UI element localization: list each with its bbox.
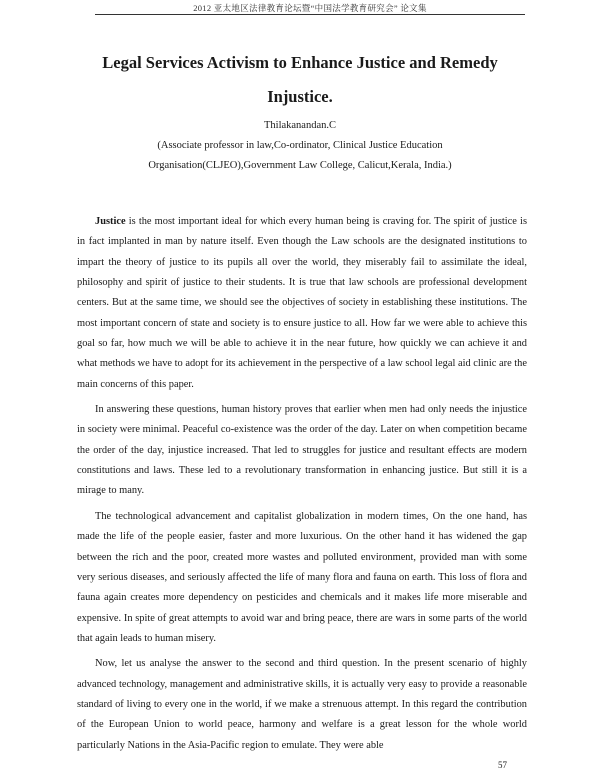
paragraph-1-lead-word: Justice <box>95 216 126 227</box>
paper-title <box>60 46 540 114</box>
page-number: 57 <box>498 760 507 770</box>
author-affiliation <box>60 136 540 176</box>
title-line-2: Injustice. <box>267 87 333 106</box>
affiliation-line-1: (Associate professor in law,Co-ordinator, Clinical Justice Education <box>157 140 443 151</box>
title-line-1: Legal Services Activism to Enhance Justice and Remedy <box>102 53 498 72</box>
header-rule <box>95 14 525 15</box>
affiliation-line-2: Organisation(CLJEO),Government Law College, Calicut,Kerala, India.) <box>148 160 452 171</box>
paragraph-1-text: is the most important ideal for which every human being is craving for. The spirit of justice is in fact implanted in man by nature itself. Even though the Law schools are the designated institutions to impart the theory of justice to its pupils all over the world, they miserably fail to assimilate the ideal, philosophy and spirit of justice to their students. It is true that law schools are professional development centers. But at the same time, we should see the objectives of society in establishing these institutions. The most important concern of state and society is to ensure justice to all. How far we were able to achieve this goal so far, how much we will be able to achieve it in the near future, how quickly we can achieve it and what methods we have to adopt for its achievement in the perspective of a law school legal aid clinic are the main concerns of this paper. <box>77 216 527 390</box>
paragraph-2: In answering these questions, human history proves that earlier when men had only needs the injustice in society were minimal. Peaceful co-existence was the order of the day. Later on when competition became the order of the day, injustice increased. That led to struggles for justice and resultant effects are modern constitutions and laws. These led to a revolutionary transformation in enhancing justice. But still it is a mirage to many. <box>77 404 527 497</box>
paragraph-4: Now, let us analyse the answer to the second and third question. In the present scenario of highly advanced technology, management and administrative skills, it is actually very easy to provide a reasonable standard of living to every one in the world, if we make a strenuous attempt. In this regard the contribution of the European Union to world peace, harmony and welfare is a great lesson for the whole world particularly Nations in the Asia-Pacific region to emulate. They were able <box>77 658 527 751</box>
author-name: Thilakanandan.C <box>263 120 337 131</box>
paragraph-1 <box>77 212 527 395</box>
paragraph-3: The technological advancement and capitalist globalization in modern times, On the one hand, has made the life of the people easier, faster and more luxurious. On the other hand it has widened the gap between the rich and the poor, created more wastes and polluted environment, provided man with some very serious diseases, and seriously affected the life of many flora and fauna on earth. This loss of flora and fauna again creates more dependency on pesticides and chemicals and it makes life more miserable and expensive. In spite of great attempts to avoid war and bring peace, there are wars in some parts of the world that again leads to human misery. <box>77 510 527 644</box>
article-body <box>77 212 527 756</box>
running-header: 2012 亚太地区法律教育论坛暨“中国法学教育研究会” 论文集 <box>193 3 427 13</box>
